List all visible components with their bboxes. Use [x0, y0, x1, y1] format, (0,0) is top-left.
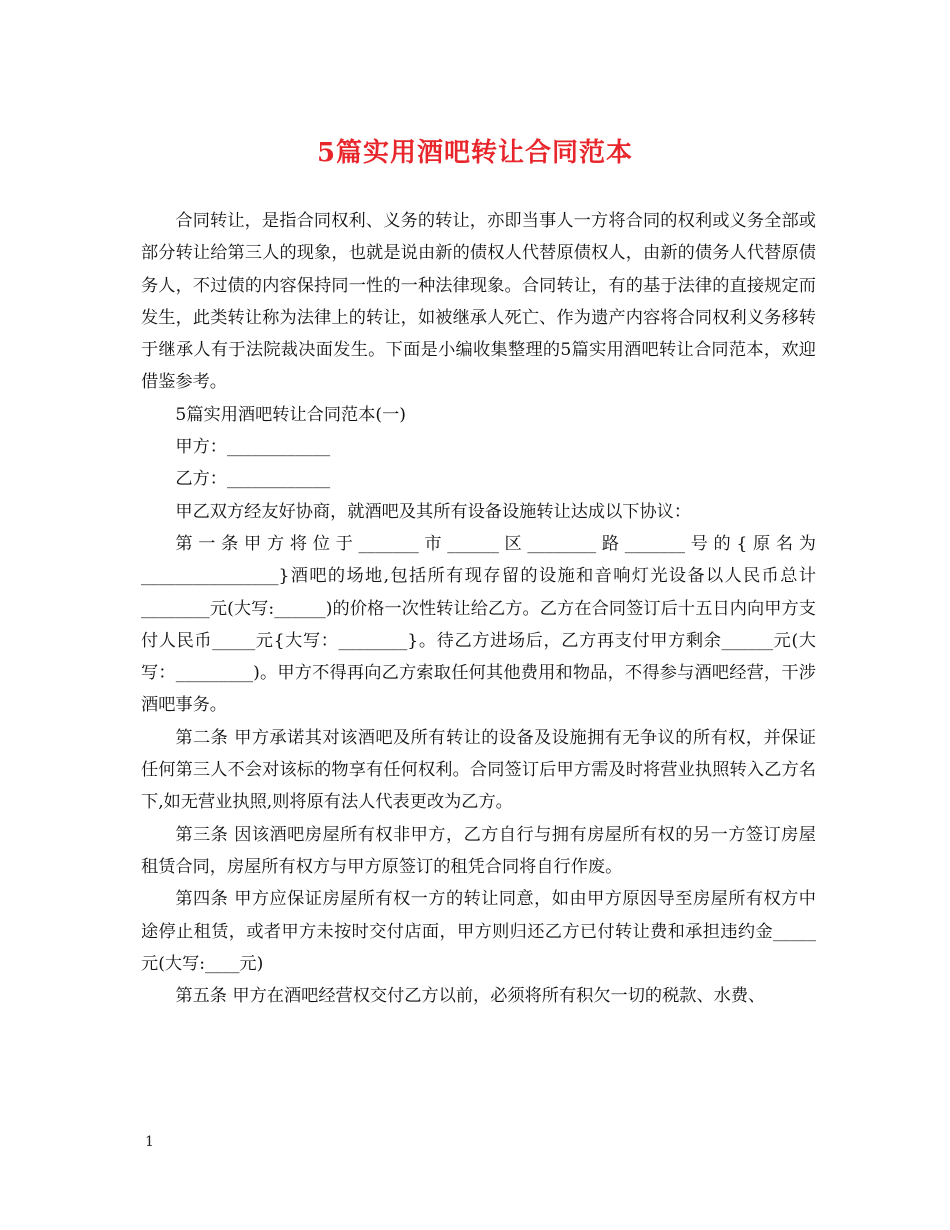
- paragraph-article-2: 第二条 甲方承诺其对该酒吧及所有转让的设备及设施拥有无争议的所有权，并保证任何第三人不会对该标的物享有任何权利。合同签订后甲方需及时将营业执照转入乙方名下,如无营业执照,则将原有法人代表更改为乙方。: [141, 727, 816, 813]
- paragraph-party-b: 乙方：____________: [175, 469, 331, 490]
- paragraph-section-heading: 5篇实用酒吧转让合同范本(一): [175, 404, 406, 425]
- paragraph-article-1: 第一条甲方将位于_______市______区________路_______号的{原名为________________}酒吧的场地,包括所有现存留的设施和音响灯光设备以人民币总计________元(大写:______)的价格一次性转让给乙方。乙方在合同签订后十五日内向甲方支付人民币_____元{大写：________}。待乙方进场后，乙方再支付甲方剩余______元(大写：_________)。甲方不得再向乙方索取任何其他费用和物品，不得参与酒吧经营，干涉酒吧事务。: [141, 533, 816, 716]
- document-body: [141, 205, 816, 1012]
- page-number: 1: [145, 1134, 154, 1150]
- paragraph-intro: 合同转让，是指合同权利、义务的转让，亦即当事人一方将合同的权利或义务全部或部分转让给第三人的现象，也就是说由新的债权人代替原债权人，由新的债务人代替原债务人，不过债的内容保持同一性的一种法律现象。合同转让，有的基于法律的直接规定而发生，此类转让称为法律上的转让，如被继承人死亡、作为遗产内容将合同权利义务移转于继承人有于法院裁决面发生。下面是小编收集整理的5篇实用酒吧转让合同范本，欢迎借鉴参考。: [141, 211, 816, 393]
- paragraph-article-3: 第三条 因该酒吧房屋所有权非甲方，乙方自行与拥有房屋所有权的另一方签订房屋租赁合同，房屋所有权方与甲方原签订的租凭合同将自行作废。: [141, 824, 816, 877]
- paragraph-party-a: 甲方：____________: [175, 437, 331, 458]
- paragraph-article-5: 第五条 甲方在酒吧经营权交付乙方以前，必须将所有积欠一切的税款、水费、: [175, 986, 766, 1007]
- paragraph-agreement: 甲乙双方经友好协商，就酒吧及其所有设备设施转让达成以下协议：: [175, 501, 692, 522]
- paragraph-article-4: 第四条 甲方应保证房屋所有权一方的转让同意，如由甲方原因导至房屋所有权方中途停止租赁，或者甲方未按时交付店面，甲方则归还乙方已付转让费和承担违约金_____元(大写:____元): [141, 889, 816, 974]
- document-title: 5篇实用酒吧转让合同范本: [316, 138, 634, 168]
